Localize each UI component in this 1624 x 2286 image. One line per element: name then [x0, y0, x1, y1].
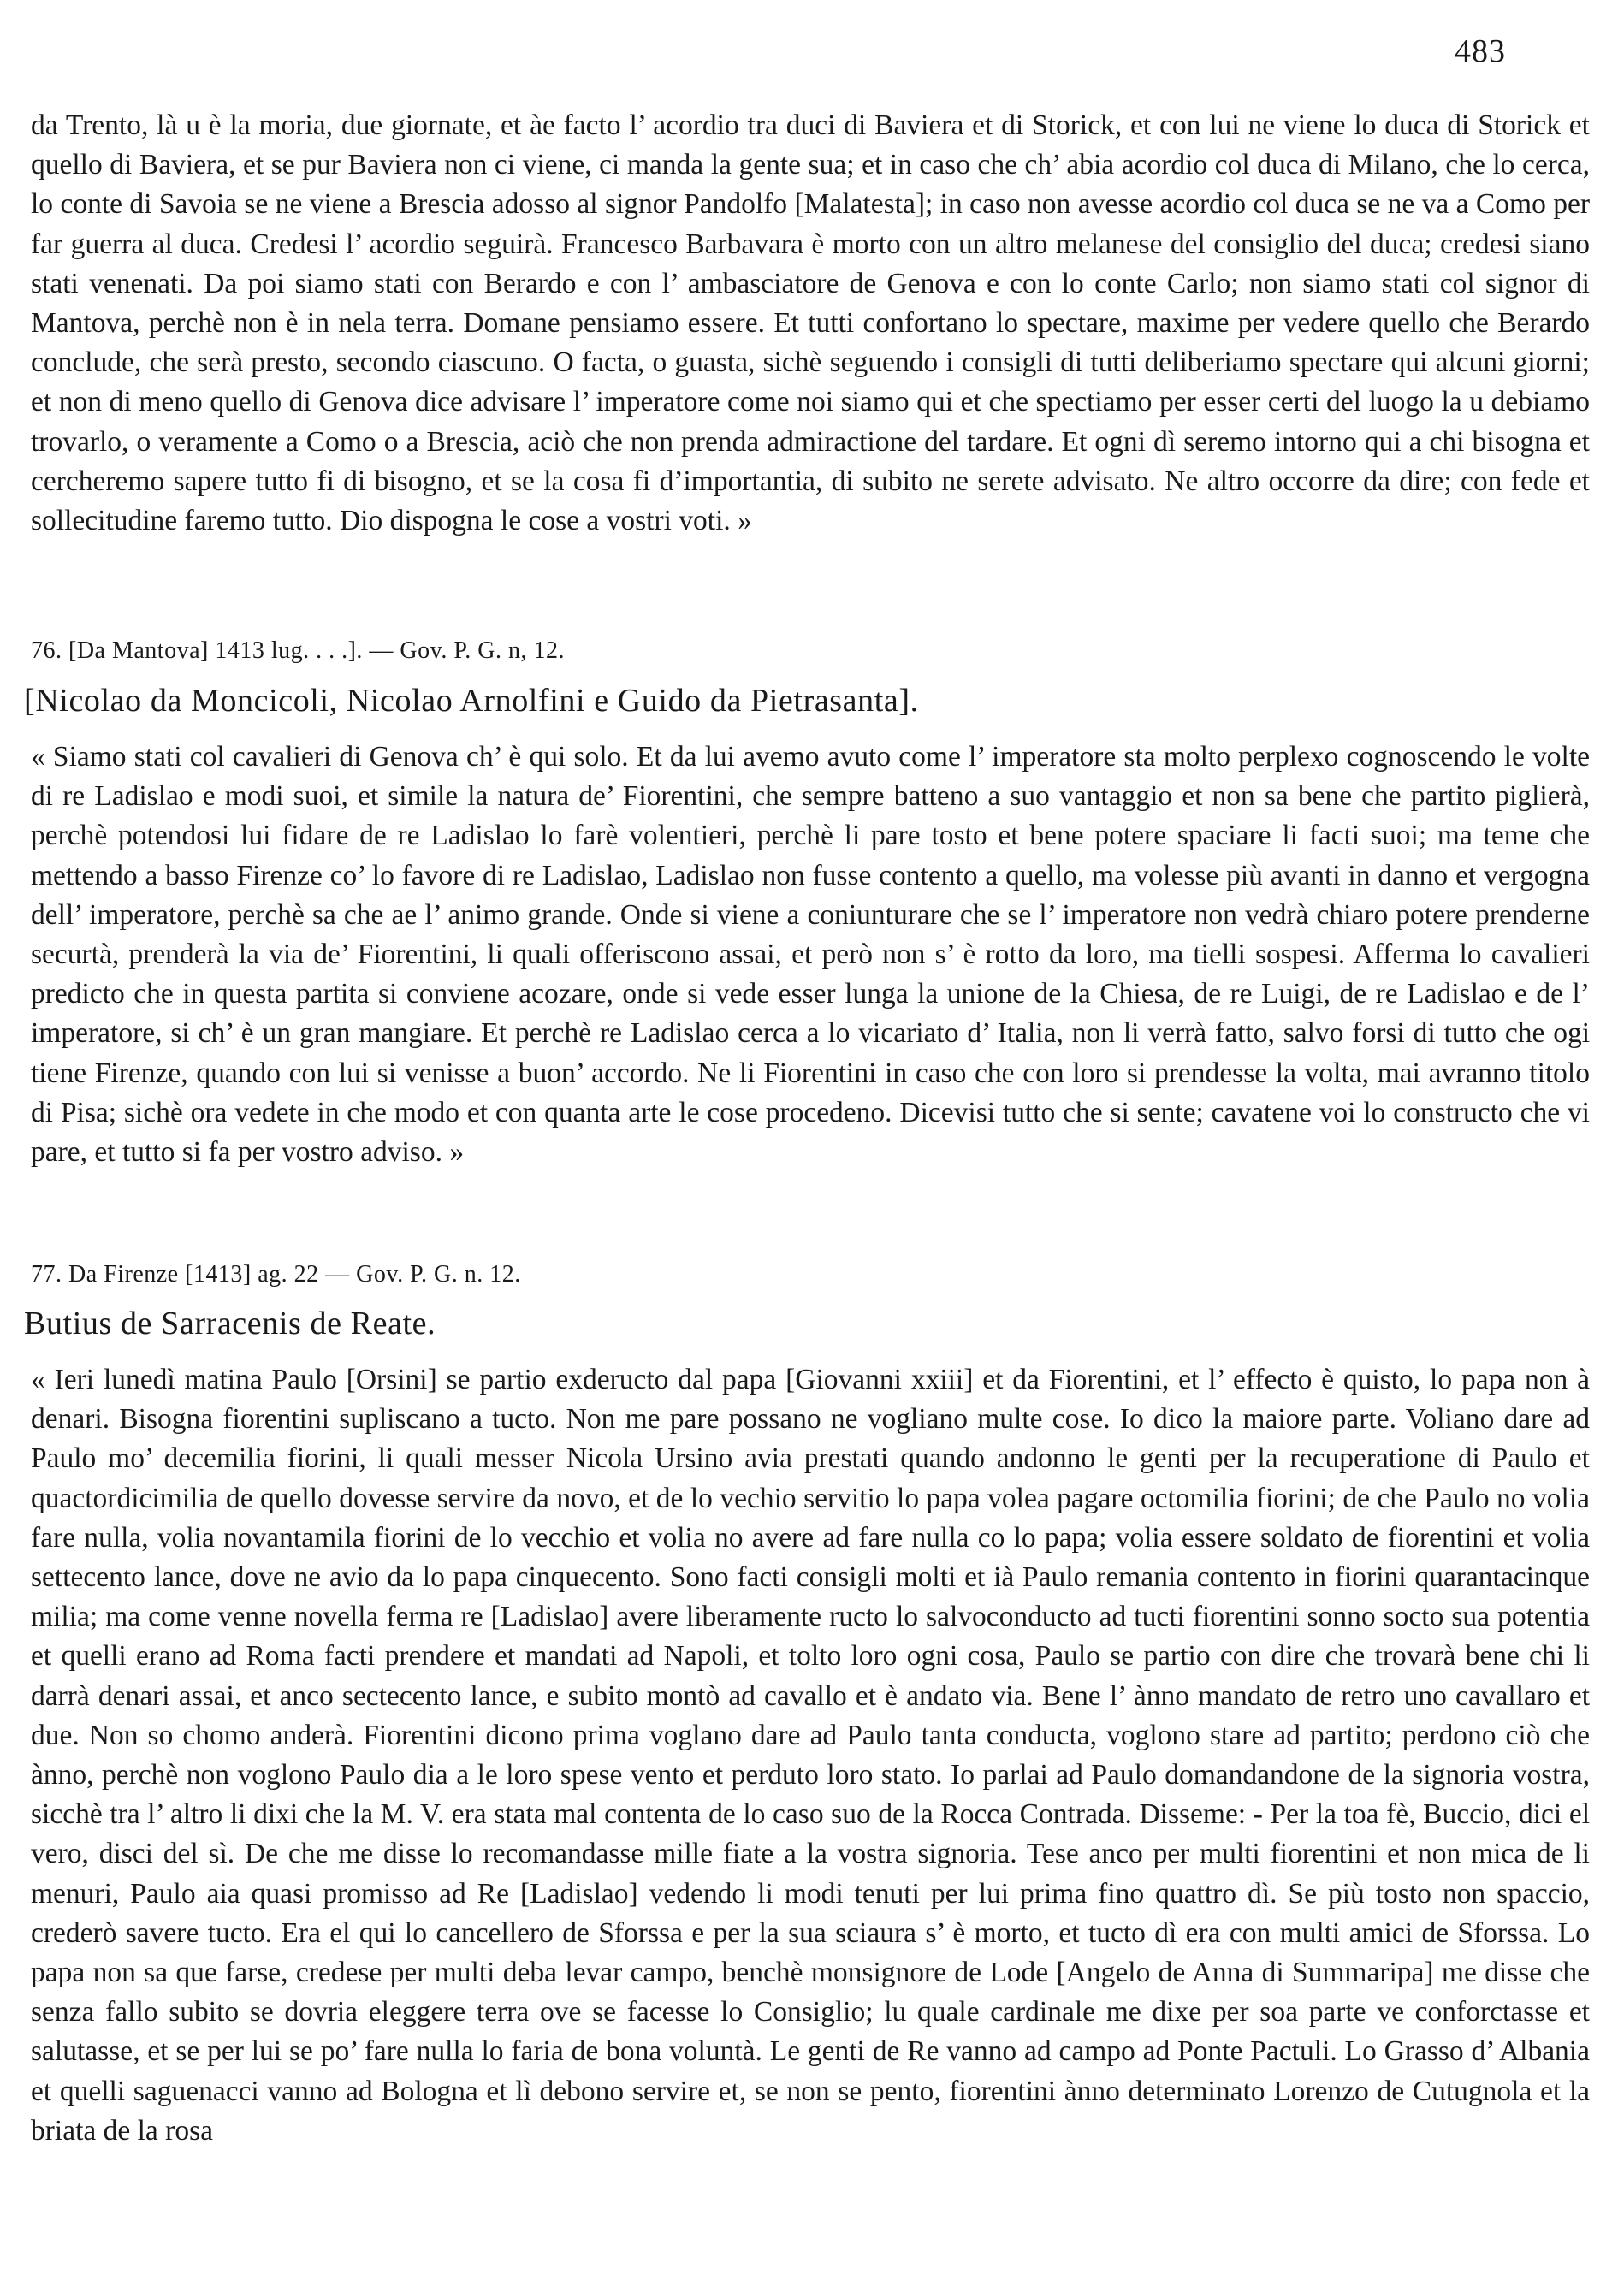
page-number: 483 — [1455, 33, 1506, 69]
entry-77-header: 77. Da Firenze [1413] ag. 22 — Gov. P. G. n. 12. — [31, 1261, 521, 1288]
paragraph-entry-77: « Ieri lunedì matina Paulo [Orsini] se partio exderucto dal papa [Giovanni xxiii] et da Fiorentini, et l’ effecto è quisto, lo papa non à denari. Bisogna fiorentini supliscano a tucto. Non me pare possano ne vogliano multe cose. Io dico la maiore parte. Voliano dare ad Paulo mo’ decemilia fiorini, li quali messer Nicola Ursino avia prestati quando andonno le genti per la recuperatione di Paulo et quactordicimilia de quello dovesse servire da novo, et de lo vechio servitio lo papa volea pagare octomilia fiorini; de che Paulo no volia fare nulla, volia novantamila fiorini de lo vecchio et volia no avere ad fare nulla co lo papa; volia essere soldato de fiorentini et volia settecento lance, dove ne avio da lo papa cinquecento. Sono facti consigli molti et ià Paulo remania contento in fiorini quarantacinque milia; ma come venne novella ferma re [Ladislao] avere liberamente ructo lo salvoconducto ad tucti fiorentini sonno socto sua potentia et quelli erano ad Roma facti prendere et mandati ad Napoli, et tolto loro ogni cosa, Paulo se partio con dire che trovarà bene chi li darrà denari assai, et anco sectecento lance, e subito montò ad cavallo et è andato via. Bene l’ ànno mandato de retro uno cavallaro et due. Non so chomo anderà. Fiorentini dicono prima voglano dare ad Paulo tanta conducta, voglono stare ad partito; perdono ciò che ànno, perchè non voglono Paulo dia a le loro spese vento et perduto loro stato. Io parlai ad Paulo domandandone de la signoria vostra, sicchè tra l’ altro li dixi che la M. V. era stata mal contenta de lo caso suo de la Rocca Contrada. Disseme: - Per la toa fè, Buccio, dici el vero, disci del sì. De che me disse lo recomandasse mille fiate a la vostra signoria. Tese anco per multi fiorentini et non mica de li menuri, Paulo aia quasi promisso ad Re [Ladislao] vedendo li modi tenuti per lui prima fino quattro dì. Se più tosto non spaccio, crederò savere tucto. Era el qui lo cancellero de Sforssa e per la sua sciaura s’ è morto, et tucto dì era con multi amici de Sforssa. Lo papa non sa que farse, credese per multi deba levar campo, benchè monsignore de Lode [Angelo de Anna di Summaripa] me disse che senza fallo subito se dovria eleggere terra ove se facesse lo Consiglio; lu quale cardinale me dixe per soa parte ve conforctasse et salutasse, et se per lui se po’ fare nulla lo faria de bona voluntà. Le genti de Re vanno ad campo ad Ponte Pactuli. Lo Grasso d’ Albania et quelli saguenacci vanno ad Bologna et lì debono servire et, se non se pento, fiorentini ànno determinato Lorenzo de Cutugnola et la briata de la rosa — [31, 1364, 1590, 2147]
paragraph-entry-76: « Siamo stati col cavalieri di Genova ch’ è qui solo. Et da lui avemo avuto come l’ imperatore sta molto perplexo cognoscendo le volte di re Ladislao e modi suoi, et simile la natura de’ Fiorentini, che sempre batteno a suo vantaggio et non sa bene che partito piglierà, perchè potendosi lui fidare de re Ladislao lo farè volentieri, perchè li pare tosto et bene potere spaciare li facti suoi; ma teme che mettendo a basso Firenze co’ lo favore di re Ladislao, Ladislao non fusse contento a quello, ma volesse più avanti in danno et vergogna dell’ imperatore, perchè sa che ae l’ animo grande. Onde si viene a coniunturare che se l’ imperatore non vedrà chiaro potere prenderne securtà, prenderà la via de’ Fiorentini, li quali offeriscono assai, et però non s’ è rotto da loro, ma tielli sospesi. Afferma lo cavalieri predicto che in questa partita si conviene acozare, onde si vede esser lunga la unione de la Chiesa, de re Luigi, de re Ladislao e de l’ imperatore, si ch’ è un gran mangiare. Et perchè re Ladislao cerca a lo vicariato d’ Italia, non li verrà fatto, salvo forsi di tutto che ogi tiene Firenze, quando con lui si venisse a buon’ accordo. Ne li Fiorentini in caso che con loro si prendesse la volta, mai avranno titolo di Pisa; sichè ora vedete in che modo et con quanta arte le cose procedeno. Dicevisi tutto che si sente; cavatene voi lo constructo che vi pare, et tutto si fa per vostro adviso. » — [31, 741, 1590, 1169]
entry-77-author: Butius de Sarracenis de Reate. — [24, 1306, 436, 1341]
entry-76-header: 76. [Da Mantova] 1413 lug. . . .]. — Gov. P. G. n, 12. — [31, 637, 566, 664]
entry-76-author: [Nicolao da Moncicoli, Nicolao Arnolfini e Guido da Pietrasanta]. — [24, 683, 919, 719]
paragraph-entry-75-continuation: da Trento, là u è la moria, due giornate, et àe facto l’ acordio tra duci di Baviera et di Storick, et con lui ne viene lo duca di Storick et quello di Baviera, et se pur Baviera non ci viene, ci manda la gente sua; et in caso che ch’ abia acordio col duca di Milano, che lo cerca, lo conte di Savoia se ne viene a Brescia adosso al signor Pandolfo [Malatesta]; in caso non avesse acordio col duca se ne va a Como per far guerra al duca. Credesi l’ acordio seguirà. Francesco Barbavara è morto con un altro melanese del consiglio del duca; credesi siano stati venenati. Da poi siamo stati con Berardo e con l’ ambasciatore de Genova e con lo conte Carlo; non siamo stati col signor di Mantova, perchè non è in nela terra. Domane pensiamo essere. Et tutti confortano lo spectare, maxime per vedere quello che Berardo conclude, che serà presto, secondo ciascuno. O facta, o guasta, sichè seguendo i consigli di tutti deliberiamo spectare qui alcuni giorni; et non di meno quello di Genova dice advisare l’ imperatore come noi siamo qui et che spectiamo per esser certi del luogo la u debiamo trovarlo, o veramente a Como o a Brescia, aciò che non prenda admiractione del tardare. Et ogni dì seremo intorno qui a chi bisogna et cercheremo sapere tutto fi di bisogno, et se la cosa fi d’importantia, di subito ne serete advisato. Ne altro occorre da dire; con fede et sollecitudine faremo tutto. Dio dispogna le cose a vostri voti. » — [31, 110, 1590, 537]
